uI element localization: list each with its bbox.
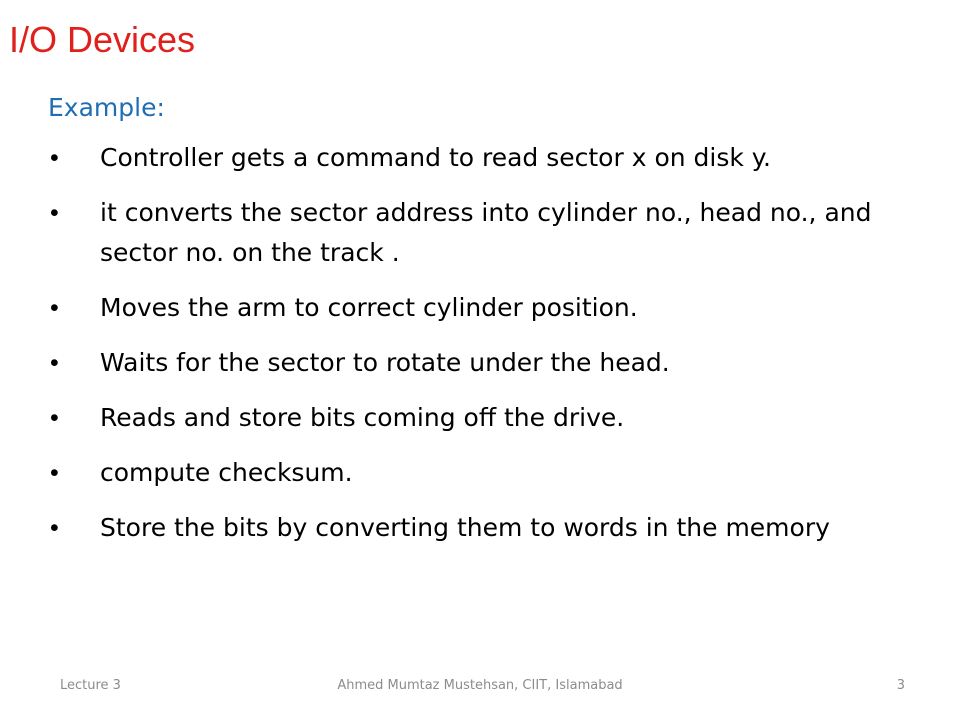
bullet-item <box>48 288 928 328</box>
bullet-item <box>48 398 928 438</box>
footer-author: Ahmed Mumtaz Mustehsan, CIIT, Islamabad <box>337 678 623 693</box>
bullet-icon: • <box>50 514 59 542</box>
bullet-text: Reads and store bits coming off the drive. <box>100 403 625 432</box>
bullet-item <box>48 508 928 548</box>
bullet-text: Store the bits by converting them to words in the memory <box>100 513 830 542</box>
bullet-icon: • <box>50 294 59 322</box>
bullet-icon: • <box>50 459 59 487</box>
slide-title: I/O Devices <box>9 19 196 60</box>
bullet-text: Waits for the sector to rotate under the head. <box>100 348 670 377</box>
slide-body <box>48 88 928 563</box>
bullet-text: compute checksum. <box>100 458 353 487</box>
example-heading: Example: <box>48 93 165 122</box>
footer-lecture: Lecture 3 <box>60 678 121 693</box>
bullet-icon: • <box>50 144 59 172</box>
bullet-text: Moves the arm to correct cylinder position. <box>100 293 638 322</box>
bullet-icon: • <box>50 199 59 227</box>
bullet-item <box>48 138 928 178</box>
bullet-text: it converts the sector address into cylinder no., head no., and sector no. on the track . <box>100 198 872 267</box>
bullet-item <box>48 193 928 273</box>
bullet-text: Controller gets a command to read sector x on disk y. <box>100 143 771 172</box>
bullet-list <box>48 138 928 548</box>
bullet-item <box>48 453 928 493</box>
bullet-icon: • <box>50 349 59 377</box>
footer-page-number: 3 <box>896 678 905 693</box>
bullet-item <box>48 343 928 383</box>
bullet-icon: • <box>50 404 59 432</box>
